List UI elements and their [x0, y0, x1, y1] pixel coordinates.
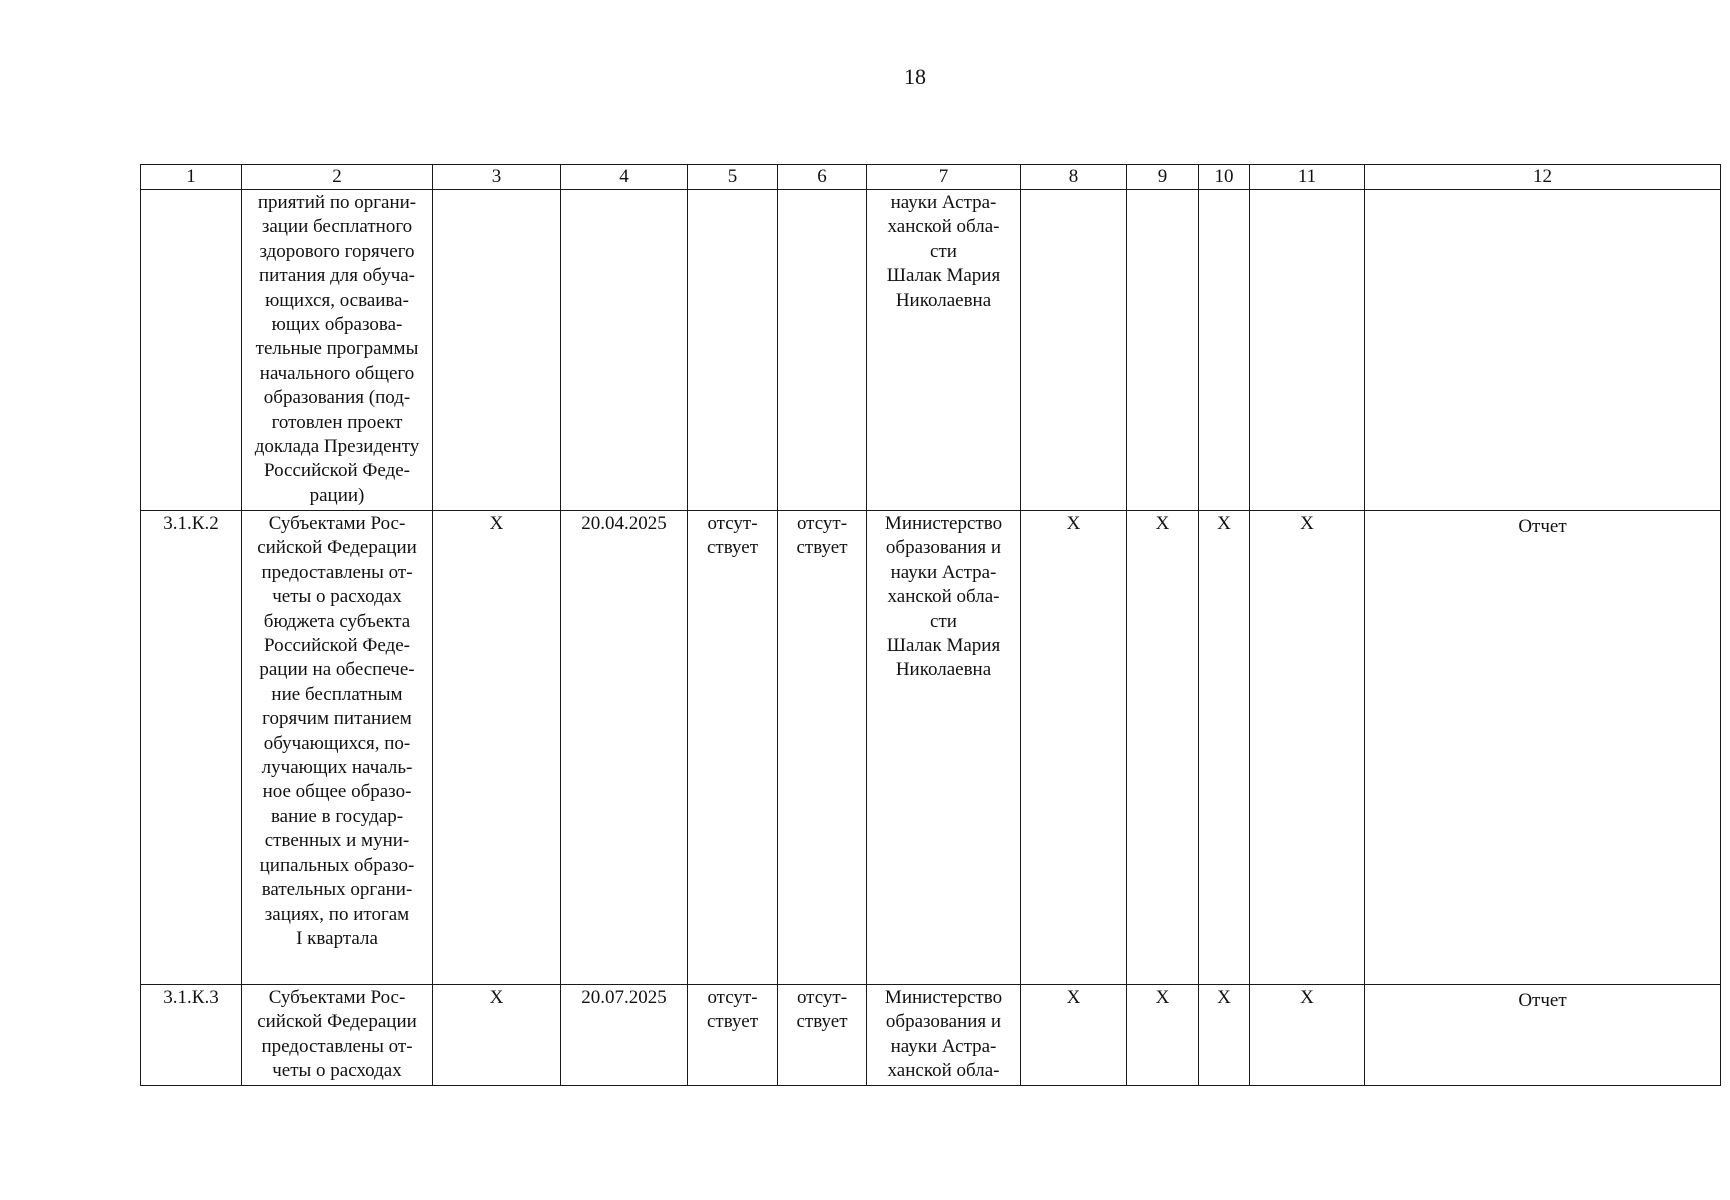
- table-cell: [1021, 190, 1127, 511]
- column-header: 3: [433, 165, 561, 190]
- column-header: 2: [242, 165, 433, 190]
- table-cell: X: [1250, 985, 1365, 1086]
- page-number: 18: [904, 64, 926, 89]
- description-cell: Субъектами Рос- сийской Федерации предоставлены от- четы о расходах бюджета субъекта Российской Феде- рации на обеспече- ние бесплатным горячим питанием обучающихся, по- лучающих началь- ное общее образо- вание в государ- ственных и муни- ципальных образо- вательных органи- зациях, по итогам I квартала: [242, 511, 433, 985]
- table-cell: X: [1127, 985, 1199, 1086]
- column-header: 11: [1250, 165, 1365, 190]
- data-table: [140, 164, 1721, 1086]
- table-row: [141, 985, 1721, 1086]
- table-cell: X: [1127, 511, 1199, 985]
- column-header: 10: [1199, 165, 1250, 190]
- responsible-cell: Министерство образования и науки Астра- ханской обла- сти Шалак Мария Николаевна: [867, 511, 1021, 985]
- column-header: 1: [141, 165, 242, 190]
- table-cell: отсут- ствует: [688, 985, 778, 1086]
- document-type-cell: Отчет: [1365, 511, 1721, 985]
- document-type-cell: [1365, 190, 1721, 511]
- table-cell: [1199, 190, 1250, 511]
- table-cell: X: [1250, 511, 1365, 985]
- description-cell: Субъектами Рос- сийской Федерации предоставлены от- четы о расходах: [242, 985, 433, 1086]
- table-row: [141, 190, 1721, 511]
- table-cell: отсут- ствует: [688, 511, 778, 985]
- column-header: 9: [1127, 165, 1199, 190]
- table-cell: X: [433, 511, 561, 985]
- table-cell: отсут- ствует: [778, 985, 867, 1086]
- table-cell: отсут- ствует: [778, 511, 867, 985]
- description-cell: приятий по органи- зации бесплатного здорового горячего питания для обуча- ющихся, осваива- ющих образова- тельные программы начального общего образования (под- готовлен проект доклада Президенту Российской Феде- рации): [242, 190, 433, 511]
- table-cell: X: [1021, 511, 1127, 985]
- table-cell: X: [1021, 985, 1127, 1086]
- column-header: 7: [867, 165, 1021, 190]
- table-cell: [1127, 190, 1199, 511]
- table-cell: [1250, 190, 1365, 511]
- table-cell: [778, 190, 867, 511]
- date-cell: 20.04.2025: [561, 511, 688, 985]
- table-cell: X: [1199, 985, 1250, 1086]
- date-cell: [561, 190, 688, 511]
- date-cell: 20.07.2025: [561, 985, 688, 1086]
- responsible-cell: науки Астра- ханской обла- сти Шалак Мария Николаевна: [867, 190, 1021, 511]
- column-header: 6: [778, 165, 867, 190]
- row-number-cell: 3.1.К.2: [141, 511, 242, 985]
- row-number-cell: 3.1.К.3: [141, 985, 242, 1086]
- table-row: [141, 511, 1721, 985]
- column-header: 12: [1365, 165, 1721, 190]
- responsible-cell: Министерство образования и науки Астра- ханской обла-: [867, 985, 1021, 1086]
- table-cell: [433, 190, 561, 511]
- column-header: 4: [561, 165, 688, 190]
- column-header: 8: [1021, 165, 1127, 190]
- table-header-row: [141, 165, 1721, 190]
- row-number-cell: [141, 190, 242, 511]
- table-cell: X: [433, 985, 561, 1086]
- column-header: 5: [688, 165, 778, 190]
- table-cell: [688, 190, 778, 511]
- document-type-cell: Отчет: [1365, 985, 1721, 1086]
- table-cell: X: [1199, 511, 1250, 985]
